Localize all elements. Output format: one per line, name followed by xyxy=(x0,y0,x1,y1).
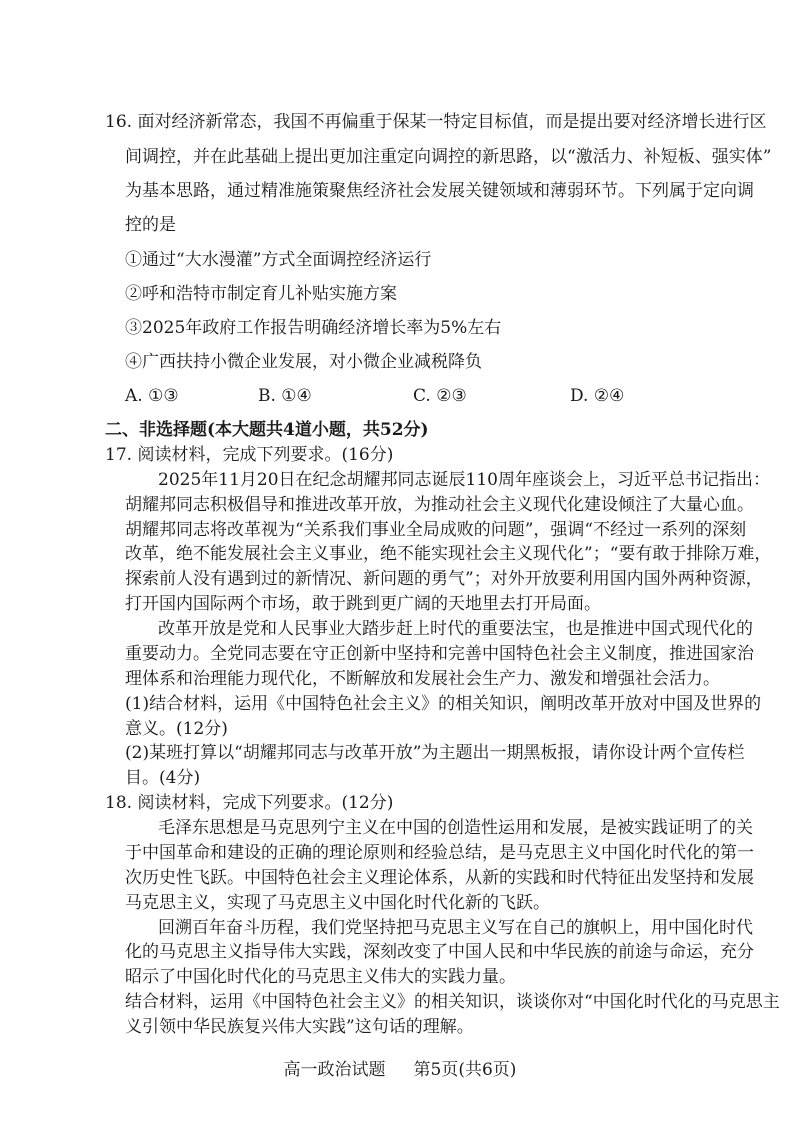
footer-page-number: 第5页(共6页) xyxy=(413,1060,517,1080)
q17-material-line: 理体系和治理能力现代化，不断解放和发展社会生产力、激发和增强社会活力。 xyxy=(125,668,720,689)
q16-options xyxy=(0,384,800,408)
option-b[interactable]: B. ①④ xyxy=(258,386,312,406)
footer-subject: 高一政治试题 xyxy=(283,1060,386,1080)
q17-title: 17. 阅读材料，完成下列要求。(16分) xyxy=(105,444,394,465)
q17-material-line: 改革，绝不能发展社会主义事业，绝不能实现社会主义现代化”；“要有敢于排除万难， xyxy=(125,544,772,565)
q17-material-line: 2025年11月20日在纪念胡耀邦同志诞辰110周年座谈会上，习近平总书记指出： xyxy=(158,469,770,490)
q18-title: 18. 阅读材料，完成下列要求。(12分) xyxy=(105,793,394,814)
q17-sub-question-1: (1)结合材料，运用《中国特色社会主义》的相关知识，阐明改革开放对中国及世界的 xyxy=(125,693,762,714)
q18-material-line: 化的马克思主义指导伟大实践，深刻改变了中国人民和中华民族的前途与命运，充分 xyxy=(125,942,754,963)
q18-material-line: 毛泽东思想是马克思列宁主义在中国的创造性运用和发展，是被实践证明了的关 xyxy=(158,818,753,839)
q17-sub-question-2: (2)某班打算以“胡耀邦同志与改革开放”为主题出一期黑板报，请你设计两个宣传栏 xyxy=(125,743,745,764)
q18-material-line: 次历史性飞跃。中国特色社会主义理论体系，从新的实践和时代特征出发坚持和发展 xyxy=(125,867,754,888)
q18-task-cont: 义引领中华民族复兴伟大实践”这句话的理解。 xyxy=(125,1017,474,1038)
option-c[interactable]: C. ②③ xyxy=(413,386,467,406)
option-a[interactable]: A. ①③ xyxy=(125,386,179,406)
q17-material-line: 打开国内国际两个市场，敢于跳到更广阔的天地里去打开局面。 xyxy=(125,594,601,615)
q17-material-line: 改革开放是党和人民事业大踏步赶上时代的重要法宝，也是推进中国式现代化的 xyxy=(158,619,753,640)
q17-sub-question-2-cont: 目。(4分) xyxy=(125,768,201,789)
section-heading: 二、非选择题(本大题共4道小题，共52分) xyxy=(105,420,429,440)
q16-stem-line-1: 16. 面对经济新常态，我国不再偏重于保某一特定目标值，而是提出要对经济增长进行区 xyxy=(105,112,767,132)
q18-material-line: 回溯百年奋斗历程，我们党坚持把马克思主义写在自己的旗帜上，用中国化时代 xyxy=(158,917,753,938)
option-d[interactable]: D. ②④ xyxy=(570,386,625,406)
q16-item-4: ④广西扶持小微企业发展，对小微企业减税降负 xyxy=(125,352,482,372)
q17-material-line: 胡耀邦同志积极倡导和推进改革开放，为推动社会主义现代化建设倾注了大量心血。 xyxy=(125,494,754,515)
q18-task: 结合材料，运用《中国特色社会主义》的相关知识，谈谈你对“中国化时代化的马克思主 xyxy=(125,992,780,1013)
q18-material-line: 于中国革命和建设的正确的理论原则和经验总结，是马克思主义中国化时代化的第一 xyxy=(125,842,754,863)
q16-stem-line-4: 控的是 xyxy=(125,215,176,235)
q16-stem-line-3: 为基本思路，通过精准施策聚焦经济社会发展关键领域和薄弱环节。下列属于定向调 xyxy=(125,181,754,201)
q16-item-2: ②呼和浩特市制定育儿补贴实施方案 xyxy=(125,284,397,304)
q16-item-1: ①通过“大水漫灌”方式全面调控经济运行 xyxy=(125,250,432,270)
q17-material-line: 探索前人没有遇到过的新情况、新问题的勇气”；对外开放要利用国内国外两种资源， xyxy=(125,569,763,590)
q16-stem-line-2: 间调控，并在此基础上提出更加注重定向调控的新思路，以“激活力、补短板、强实体” xyxy=(125,147,772,167)
q17-sub-question-1-cont: 意义。(12分) xyxy=(125,718,228,739)
q18-material-line: 马克思主义，实现了马克思主义中国化时代化新的飞跃。 xyxy=(125,892,550,913)
page-footer xyxy=(0,1058,800,1082)
q17-material-line: 重要动力。全党同志要在守正创新中坚持和完善中国特色社会主义制度，推进国家治 xyxy=(125,643,754,664)
q18-material-line: 昭示了中国化时代化的马克思主义伟大的实践力量。 xyxy=(125,967,516,988)
q17-material-line: 胡耀邦同志将改革视为“关系我们事业全局成败的问题”，强调“不经过一系列的深刻 xyxy=(125,519,747,540)
q16-item-3: ③2025年政府工作报告明确经济增长率为5%左右 xyxy=(125,318,502,338)
